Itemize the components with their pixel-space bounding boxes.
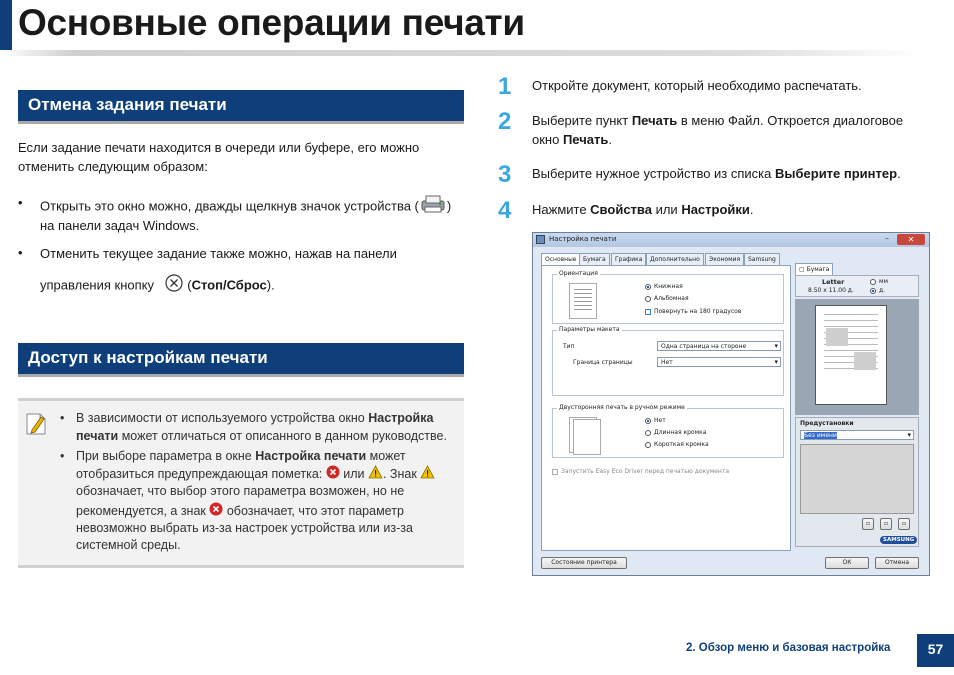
step-number: 4: [498, 197, 512, 224]
note-2-line6: системной среды.: [76, 538, 181, 552]
checkbox-eco-driver[interactable]: Запустить Easy Eco Driver перед печатью документа: [552, 468, 729, 475]
tab-basic[interactable]: Основные: [541, 253, 581, 266]
section-heading-access: Доступ к настройкам печати: [18, 343, 464, 374]
tab-advanced[interactable]: Дополнительно: [646, 253, 704, 265]
save-preset-icon[interactable]: ▫: [862, 518, 874, 530]
cancel-bullet-2-line2: управления кнопку (Стоп/Сброс).: [40, 273, 275, 299]
radio-duplex-short[interactable]: Короткая кромка: [645, 441, 709, 448]
layout-group: Параметры макета Тип Одна страница на стороне ▾ Граница страницы Нет ▾: [552, 330, 784, 396]
note-2-line4: рекомендуется, а знак обозначает, что этот параметр: [76, 502, 404, 521]
radio-duplex-none[interactable]: Нет: [645, 417, 666, 424]
border-label: Граница страницы: [573, 359, 633, 366]
page-icon: ▢: [799, 266, 807, 273]
tab-paper[interactable]: Бумага: [579, 253, 610, 265]
section-heading-cancel: Отмена задания печати: [18, 90, 464, 121]
favorites-group: Предустановки Без имени ▾ ▫ ▫ ▫ SAMSUNG: [795, 417, 919, 547]
printer-status-button[interactable]: Состояние принтера: [541, 557, 627, 569]
radio-unit-mm[interactable]: мм: [870, 278, 888, 285]
paper-info: Letter 8.50 x 11.00 д. мм д.: [795, 275, 919, 297]
step-4-text: Нажмите Свойства или Настройки.: [532, 202, 754, 217]
radio-portrait[interactable]: Книжная: [645, 283, 683, 290]
note-bullet-dot: •: [60, 411, 65, 425]
page-title: Основные операции печати: [18, 2, 525, 43]
step-2-text: Выберите пункт Печать в меню Файл. Откроется диалоговое окно Печать.: [532, 113, 904, 147]
basic-pane: [541, 265, 791, 551]
type-label: Тип: [563, 343, 575, 350]
favorites-list[interactable]: [800, 444, 914, 514]
dialog-app-icon: [536, 235, 545, 244]
tab-economy[interactable]: Экономия: [705, 253, 744, 265]
tab-graphics[interactable]: Графика: [611, 253, 646, 265]
note-pencil-icon: [24, 411, 48, 442]
note-bullet-dot: •: [60, 449, 65, 463]
radio-duplex-long[interactable]: Длинная кромка: [645, 429, 706, 436]
printer-tray-icon: [419, 194, 447, 220]
step-number: 2: [498, 108, 512, 135]
warning-mark-icon: [420, 465, 435, 484]
page-number: 57: [917, 634, 954, 667]
step-3-text: Выберите нужное устройство из списка Выберите принтер.: [532, 166, 901, 181]
radio-landscape[interactable]: Альбомная: [645, 295, 689, 302]
duplex-group: Двусторонняя печать в ручном режиме Нет Длинная кромка Короткая кромка: [552, 408, 784, 458]
page-preview: [815, 305, 887, 405]
type-select[interactable]: Одна страница на стороне ▾: [657, 341, 781, 351]
print-settings-dialog: [532, 232, 930, 576]
tab-samsung[interactable]: Samsung: [744, 253, 780, 265]
preview-pane: [795, 265, 919, 551]
cancel-button[interactable]: Отмена: [875, 557, 919, 569]
step-number: 1: [498, 73, 512, 100]
border-select[interactable]: Нет ▾: [657, 357, 781, 367]
preview-tab[interactable]: ▢ Бумага: [795, 263, 833, 276]
orientation-preview: [569, 283, 597, 319]
note-2-line3: обозначает, что выбор этого параметра возможен, но не: [76, 484, 405, 498]
note-2: При выборе параметра в окне Настройка печати может: [76, 449, 406, 463]
title-rule: [0, 50, 920, 56]
radio-unit-in[interactable]: д.: [870, 287, 885, 294]
delete-preset-icon[interactable]: ▫: [898, 518, 910, 530]
title-accent-bar: [0, 0, 12, 52]
note-2-line2: отобразиться предупреждающая пометка: или . Знак: [76, 465, 435, 484]
checkbox-rotate[interactable]: Повернуть на 180 градусов: [645, 308, 741, 315]
bullet-dot: •: [18, 195, 23, 210]
minimize-icon[interactable]: –: [885, 234, 889, 243]
duplex-preview-back: [573, 419, 601, 455]
cancel-intro: Если задание печати находится в очереди или буфере, его можно отменить следующим образом:: [18, 140, 420, 174]
stop-reset-icon: [164, 273, 184, 299]
edit-preset-icon[interactable]: ▫: [880, 518, 892, 530]
cancel-bullet-2: Отменить текущее задание также можно, нажав на панели: [40, 246, 397, 261]
ok-button[interactable]: ОК: [825, 557, 869, 569]
note-2-line5: невозможно выбрать из-за настроек устройства или из-за: [76, 521, 413, 535]
cancel-bullet-1-line2: на панели задач Windows.: [40, 218, 200, 233]
orientation-group: Ориентация Книжная Альбомная Повернуть на 180 градусов: [552, 274, 784, 324]
favorites-select[interactable]: Без имени ▾: [800, 430, 914, 440]
step-number: 3: [498, 161, 512, 188]
footer-chapter: 2. Обзор меню и базовая настройка: [686, 642, 891, 654]
page-preview-area: [795, 299, 919, 415]
bullet-dot: •: [18, 245, 23, 260]
step-1-text: Откройте документ, который необходимо распечатать.: [532, 78, 862, 93]
dialog-title: Настройка печати: [533, 233, 929, 247]
note-1: В зависимости от используемого устройства окно Настройка печати может отличаться от описанного в данном руководстве.: [76, 411, 447, 443]
close-icon[interactable]: ✕: [897, 234, 925, 245]
cancel-bullet-1: Открыть это окно можно, дважды щелкнув значок устройства ( ): [40, 194, 451, 220]
samsung-logo: SAMSUNG: [880, 536, 917, 544]
